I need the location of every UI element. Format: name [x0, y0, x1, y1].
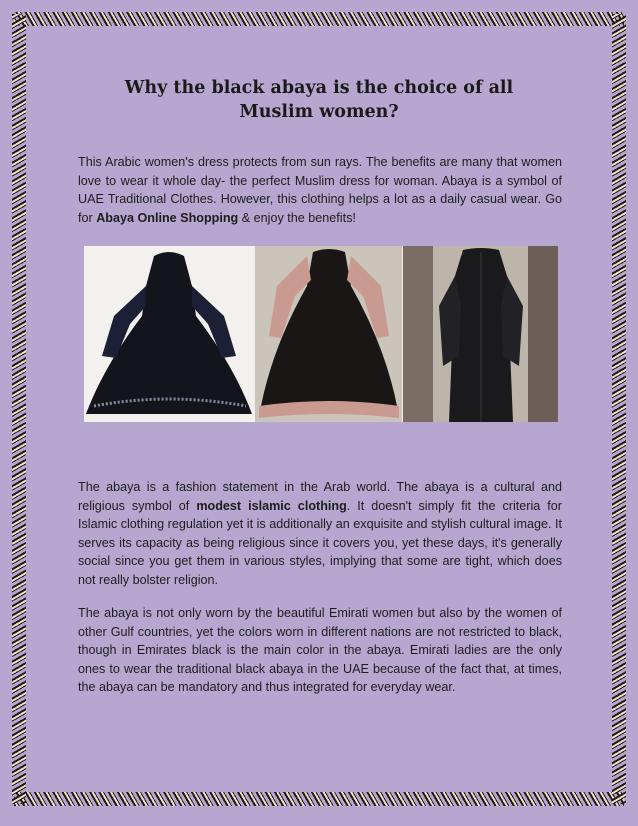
- abaya-photo-2-illustration: [255, 246, 402, 422]
- decorative-border-top: [14, 12, 624, 26]
- abaya-photo-3-illustration: [403, 246, 558, 422]
- intro-paragraph: [78, 153, 562, 227]
- page-title: Why the black abaya is the choice of all Muslim women?: [124, 78, 514, 122]
- abaya-photo-1-illustration: [84, 246, 254, 422]
- abaya-photo-collage: [84, 246, 558, 422]
- abaya-photo-1: [84, 246, 254, 422]
- cultural-text-1: The abaya is a fashion statement in the Arab world. The abaya is a cultural and religious symbol of: [78, 480, 562, 513]
- decorative-border-left: [12, 14, 26, 804]
- intro-text-2: & enjoy the benefits!: [238, 210, 356, 225]
- decorative-border-bottom: [14, 792, 624, 806]
- emirati-paragraph: The abaya is not only worn by the beautiful Emirati women but also by the women of other Gulf countries, yet the colors worn in different nations are not restricted to black, though in Emirates black is the main color in the abaya. Emirati ladies are the only ones to wear the traditional black abaya in the UAE because of the fact that, at times, the abaya can be mandatory and thus integrated for everyday wear.: [78, 606, 562, 695]
- decorative-border-right: [612, 14, 626, 804]
- cultural-paragraph: [78, 478, 562, 590]
- abaya-online-shopping-link[interactable]: Abaya Online Shopping: [96, 210, 239, 225]
- intro-text-1: This Arabic women's dress protects from sun rays. The benefits are many that women love to wear it whole day- the perfect Muslim dress for woman. Abaya is a symbol of UAE Traditional Clothes. However, this clothing helps a lot as a daily casual wear. Go for: [78, 155, 562, 225]
- cultural-text-2: . It doesn't simply fit the criteria for Islamic clothing regulation yet it is additionally an exquisite and stylish cultural image. It serves its capacity as being religious since it covers you, yet these days, it's generally social since you get them in various styles, implying that some are tight, which does not really bolster religion.: [78, 498, 562, 587]
- modest-islamic-clothing-link[interactable]: modest islamic clothing: [196, 498, 347, 513]
- abaya-photo-3: [403, 246, 558, 422]
- abaya-photo-2: [255, 246, 402, 422]
